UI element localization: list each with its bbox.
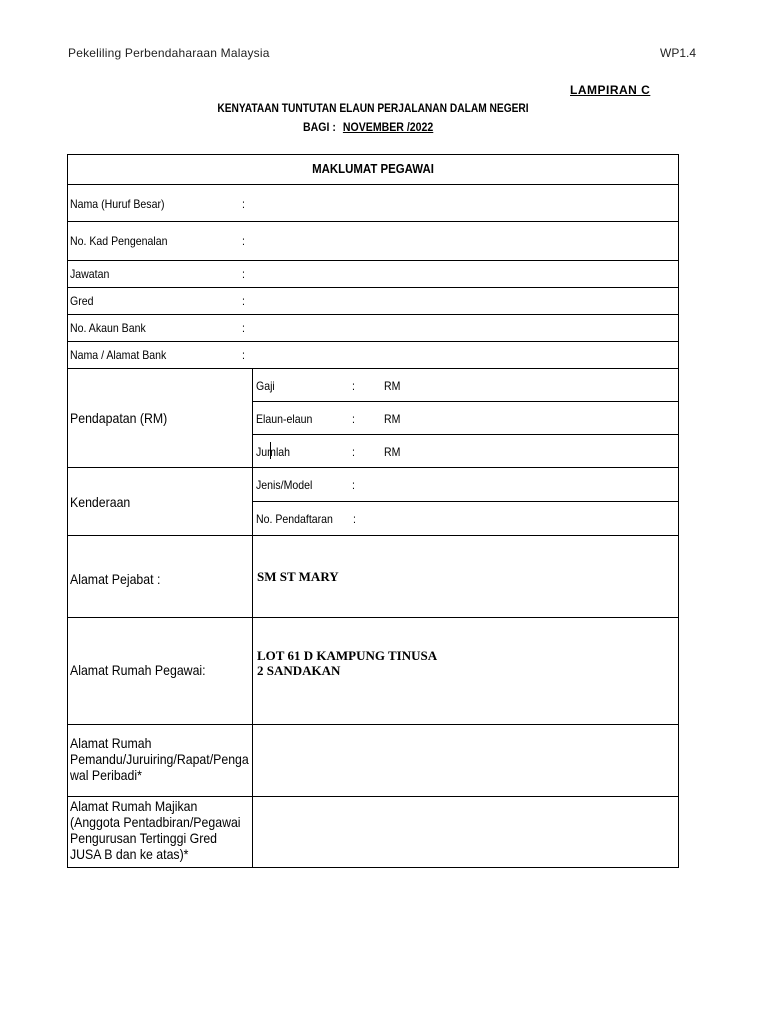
row-divider [253, 401, 679, 402]
alamat-majikan-line1: Alamat Rumah Majikan [70, 798, 198, 814]
alamat-pemandu-label [70, 735, 255, 783]
nama-colon: : [242, 197, 245, 211]
gaji-label: Gaji [256, 379, 275, 393]
row-divider [67, 796, 679, 797]
jawatan-colon: : [242, 267, 245, 281]
form-title: KENYATAAN TUNTUTAN ELAUN PERJALANAN DALAM NEGERI [217, 101, 529, 115]
row-divider [253, 434, 679, 435]
alamat-rumah-label: Alamat Rumah Pegawai: [70, 662, 206, 678]
akaun-label: No. Akaun Bank [70, 321, 146, 335]
jenis-label: Jenis/Model [256, 478, 313, 492]
alamat-pejabat-label: Alamat Pejabat : [70, 571, 161, 587]
pendapatan-label: Pendapatan (RM) [70, 410, 168, 426]
row-divider [67, 617, 679, 618]
row-divider [67, 724, 679, 725]
jumlah-colon: : [352, 445, 355, 459]
alamat-majikan-line4: JUSA B dan ke atas)* [70, 846, 189, 862]
bank-label: Nama / Alamat Bank [70, 348, 167, 362]
gred-colon: : [242, 294, 245, 308]
section-title: MAKLUMAT PEGAWAI [312, 161, 434, 176]
alamat-pejabat-value: SM ST MARY [257, 569, 339, 584]
row-divider [67, 221, 679, 222]
elaun-colon: : [352, 412, 355, 426]
row-divider [67, 368, 679, 369]
pendaftaran-label: No. Pendaftaran [256, 512, 333, 526]
bank-colon: : [242, 348, 245, 362]
jenis-colon: : [352, 478, 355, 492]
form-code: WP1.4 [660, 46, 697, 60]
row-divider [67, 260, 679, 261]
document-reference: Pekeliling Perbendaharaan Malaysia [68, 46, 270, 60]
alamat-pemandu-line2: Pemandu/Juruiring/Rapat/Penga [70, 751, 249, 767]
appendix-label: LAMPIRAN C [570, 83, 651, 97]
kad-label: No. Kad Pengenalan [70, 234, 168, 248]
alamat-majikan-label [70, 798, 255, 862]
kenderaan-label: Kenderaan [70, 494, 131, 510]
jumlah-label: Jumlah [256, 445, 291, 459]
alamat-majikan-line3: Pengurusan Tertinggi Gred [70, 830, 218, 846]
elaun-label: Elaun-elaun [256, 412, 313, 426]
elaun-currency: RM [384, 412, 401, 426]
gaji-colon: : [352, 379, 355, 393]
kad-colon: : [242, 234, 245, 248]
row-divider [67, 341, 679, 342]
row-divider [67, 467, 679, 468]
alamat-rumah-line2: 2 SANDAKAN [257, 663, 341, 678]
jumlah-currency: RM [384, 445, 401, 459]
gaji-currency: RM [384, 379, 401, 393]
nama-label: Nama (Huruf Besar) [70, 197, 165, 211]
alamat-rumah-line1: LOT 61 D KAMPUNG TINUSA [257, 648, 438, 663]
column-divider [252, 368, 253, 868]
gred-label: Gred [70, 294, 94, 308]
jawatan-label: Jawatan [70, 267, 110, 281]
row-divider [67, 184, 679, 185]
row-divider [253, 501, 679, 502]
pendaftaran-colon: : [353, 512, 356, 526]
row-divider [67, 287, 679, 288]
period-label: BAGI : [303, 120, 336, 134]
alamat-pemandu-line1: Alamat Rumah [70, 735, 152, 751]
alamat-majikan-line2: (Anggota Pentadbiran/Pegawai [70, 814, 241, 830]
row-divider [67, 314, 679, 315]
akaun-colon: : [242, 321, 245, 335]
period-line [303, 120, 433, 134]
period-value: NOVEMBER /2022 [342, 120, 434, 134]
alamat-pemandu-line3: wal Peribadi* [70, 767, 142, 783]
row-divider [67, 535, 679, 536]
